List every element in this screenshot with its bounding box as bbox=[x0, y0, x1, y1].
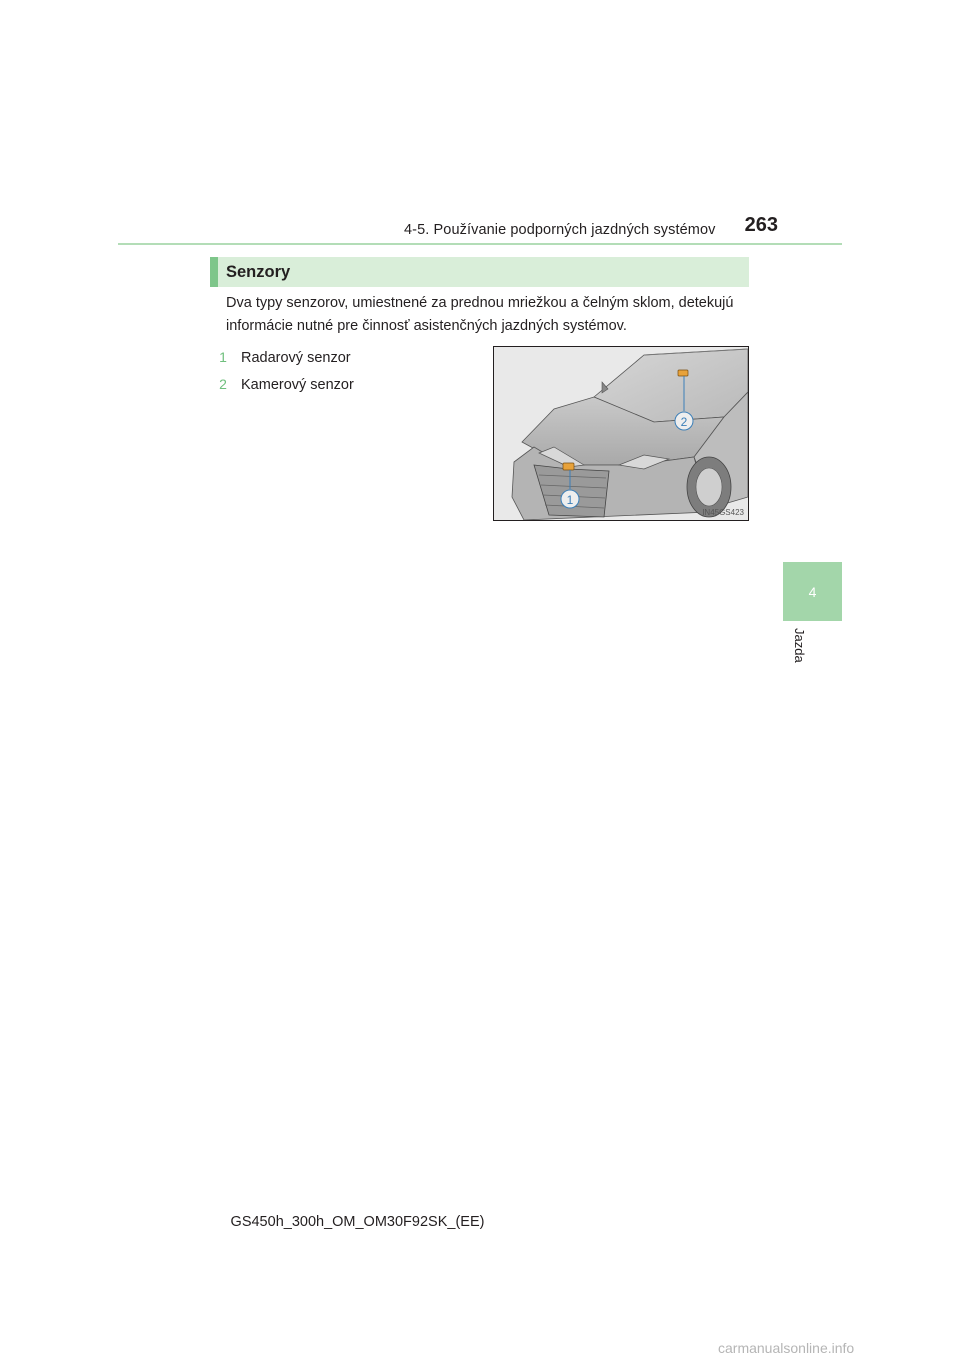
callout-label: 1 bbox=[566, 493, 574, 507]
intro-paragraph: Dva typy senzorov, umiestnené za prednou mriežkou a čelným sklom, detekujú informácie nutné pre činnosť asistenčných jazdných systémov. bbox=[226, 295, 734, 334]
item-number-badge: 1 bbox=[219, 349, 227, 365]
chapter-tab bbox=[783, 562, 842, 621]
list-item-label: Kamerový senzor bbox=[241, 376, 354, 393]
section-heading-text: Senzory bbox=[226, 262, 291, 281]
item-number-badge: 2 bbox=[219, 376, 227, 392]
chapter-number: 4 bbox=[808, 583, 817, 600]
manual-code: GS450h_300h_OM_OM30F92SK_(EE) bbox=[230, 1214, 485, 1230]
list-item-label: Radarový senzor bbox=[241, 349, 351, 366]
running-header-title: 4-5. Používanie podporných jazdných systémov bbox=[404, 222, 716, 238]
callout-marker bbox=[561, 490, 579, 508]
sensor-marker-icon bbox=[678, 370, 688, 376]
figure-code: IN45GS423 bbox=[702, 508, 744, 517]
watermark: carmanualsonline.info bbox=[718, 1340, 855, 1356]
callout-label: 2 bbox=[680, 415, 688, 429]
section-heading bbox=[210, 257, 749, 287]
list-item bbox=[217, 344, 477, 371]
car-sensor-illustration bbox=[493, 346, 749, 521]
chapter-label: Jazda bbox=[792, 628, 807, 663]
sensor-marker-icon bbox=[563, 463, 574, 470]
header-divider bbox=[118, 243, 842, 245]
car-front-drawing bbox=[494, 347, 748, 520]
list-item bbox=[217, 371, 477, 398]
callout-marker bbox=[675, 412, 693, 430]
page-number: 263 bbox=[744, 214, 778, 236]
sensor-list bbox=[217, 344, 477, 398]
